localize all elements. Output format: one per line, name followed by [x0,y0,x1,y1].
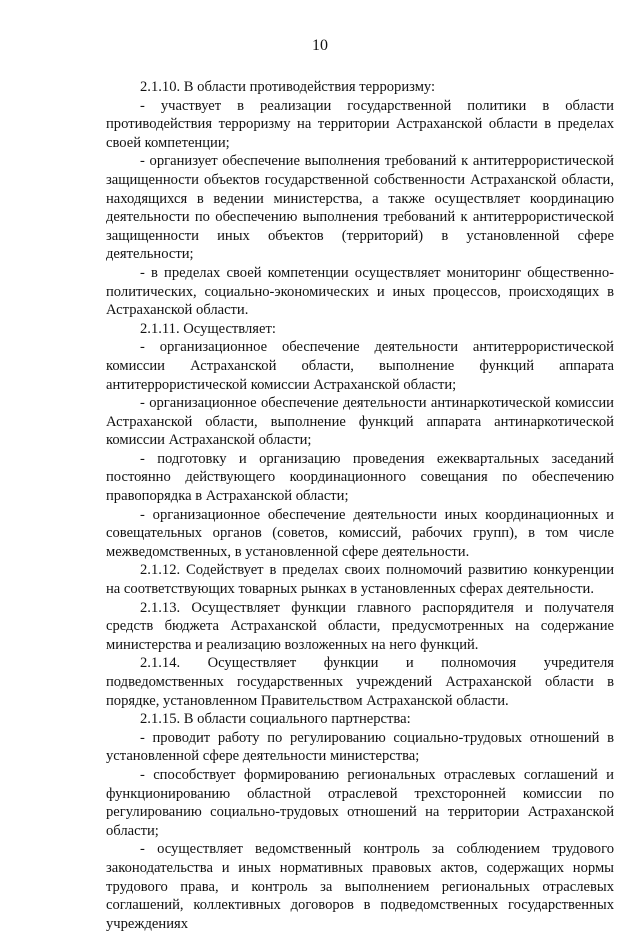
paragraph: 2.1.13. Осуществляет функции главного распорядителя и получателя средств бюджета Астраханской области, предусмотренных на содержание министерства и реализацию возложенных на него функций. [106,599,614,653]
paragraph: - организационное обеспечение деятельности иных координационных и совещательных органов (советов, комиссий, рабочих групп), в том числе межведомственных, в установленной сфере деятельности. [106,506,614,560]
paragraph: - организационное обеспечение деятельности антинаркотической комиссии Астраханской области, выполнение функций аппарата антинаркотической комиссии Астраханской области; [106,395,614,449]
paragraph: 2.1.15. В области социального партнерства: [140,711,411,728]
paragraph: - подготовку и организацию проведения ежеквартальных заседаний постоянно действующего координационного совещания по обеспечению правопорядка в Астраханской области; [106,450,614,505]
paragraph: - осуществляет ведомственный контроль за соблюдением трудового законодательства и иных нормативных правовых актов, содержащих нормы трудового права, и контроль за выполнением региональных отраслевых соглашений, коллективных договоров в подведомственных государственных учреждениях [106,841,614,932]
paragraph: - способствует формированию региональных отраслевых соглашений и функционированию областной отраслевой трехсторонней комиссии по регулированию социально-трудовых отношений на территории Астраханской области; [106,766,614,839]
paragraph: - в пределах своей компетенции осуществляет мониторинг общественно-политических, социально-экономических и иных процессов, происходящих в Астраханской области. [106,264,614,319]
paragraph: 2.1.12. Содействует в пределах своих полномочий развитию конкуренции на соответствующих товарных рынках в установленных сферах деятельности. [106,562,614,598]
paragraph: - организует обеспечение выполнения требований к антитеррористической защищенности объектов государственной собственности Астраханской области, находящихся в ведении министерства, а также осуществляет координацию деятельности по обеспечению выполнения требований к антитеррористической защищенности иных объектов (территорий) в установленной сфере деятельности; [106,153,614,263]
paragraph: - организационное обеспечение деятельности антитеррористической комиссии Астраханской области, выполнение функций аппарата антитеррористической комиссии Астраханской области; [106,339,614,393]
paragraph: - участвует в реализации государственной политики в области противодействия терроризму на территории Астраханской области в пределах своей компетенции; [106,97,614,151]
page-number: 10 [312,37,328,54]
paragraph: - проводит работу по регулированию социально-трудовых отношений в установленной сфере деятельности министерства; [106,729,614,765]
paragraph: 2.1.14. Осуществляет функции и полномочия учредителя подведомственных государственных учреждений Астраханской области в порядке, установленном Правительством Астраханской области. [106,655,614,709]
paragraph: 2.1.11. Осуществляет: [140,320,276,337]
document-body [106,78,614,933]
paragraph: 2.1.10. В области противодействия терроризму: [140,79,436,95]
